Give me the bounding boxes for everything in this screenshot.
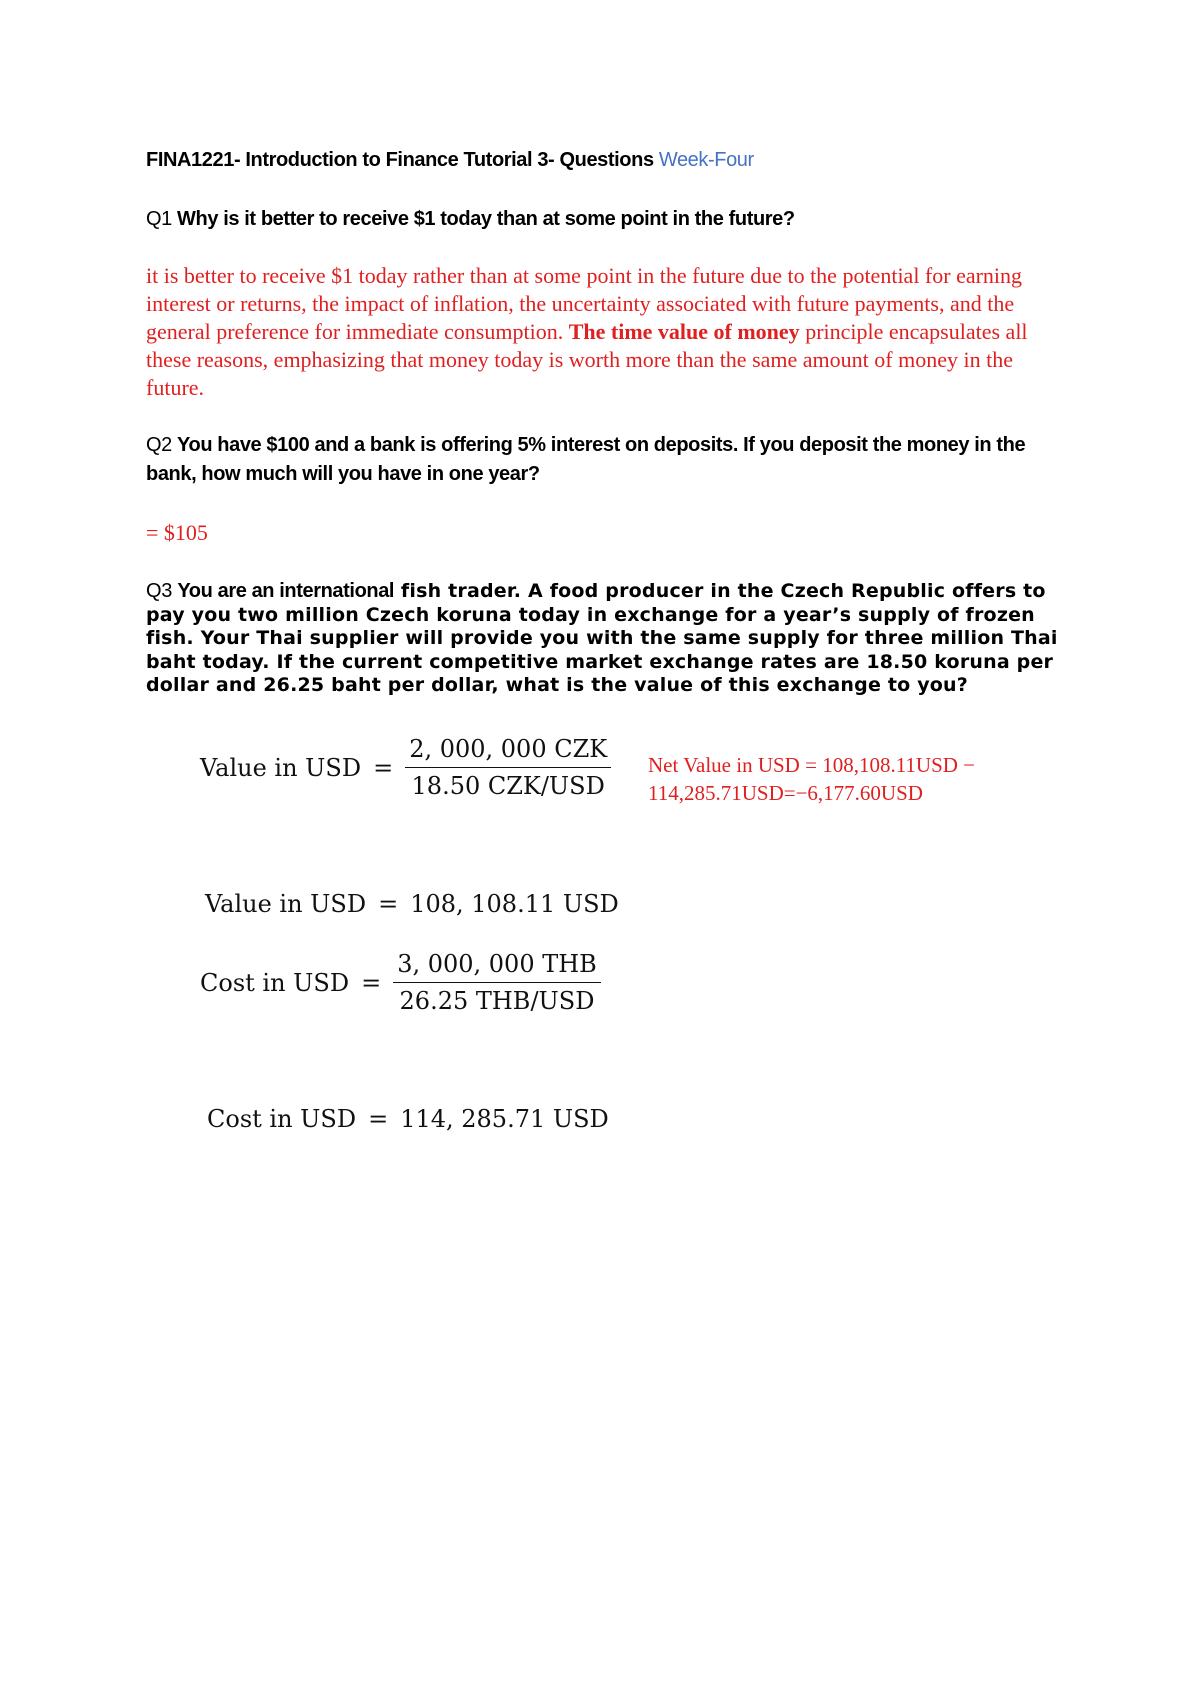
equation-3-equals: =	[361, 968, 382, 997]
equation-1-equals: =	[373, 753, 394, 782]
question-2-label: Q2	[146, 434, 178, 456]
equation-3-numerator: 3, 000, 000 THB	[393, 950, 601, 983]
equation-3-fraction	[393, 950, 601, 1015]
answer-1-part2: principle encapsulates all these reasons, emphasizing that money today is worth more than the same amount of money in the future.	[146, 319, 1028, 400]
question-2-text: You have $100 and a bank is offering 5% interest on deposits. If you deposit the money in the bank, how much will you have in one year?	[146, 434, 1026, 485]
equation-1-fraction	[405, 735, 611, 800]
answer-1-part1: it is better to receive $1 today rather than at some point in the future due to the potential for earning interest or returns, the impact of inflation, the uncertainty associated with future payments, and the general preference for immediate consumption.	[146, 263, 1023, 344]
equation-3-denominator: 26.25 THB/USD	[399, 987, 595, 1015]
equation-cost-in-usd-result	[207, 1105, 609, 1133]
question-3-text: fish trader. A food producer in the Czech Republic offers to pay you two million Czech koruna today in exchange for a year’s supply of frozen fish. Your Thai supplier will provide you with the same supply for three million Thai baht today. If the current competitive market exchange rates are 18.50 koruna per dollar and 26.25 baht per dollar, what is the value of this exchange to you?	[146, 580, 1058, 696]
equation-cost-in-usd-fraction	[200, 950, 601, 1015]
page-title	[146, 146, 1066, 175]
title-week: Week-Four	[658, 149, 754, 171]
question-1	[146, 205, 1066, 234]
net-value-result	[648, 751, 1068, 807]
question-3-label: Q3	[146, 580, 178, 602]
equation-value-in-usd-result	[205, 890, 619, 918]
equation-3-lhs: Cost in USD	[200, 968, 350, 997]
equation-4-equals: =	[368, 1105, 389, 1133]
equation-4-rhs: 114, 285.71 USD	[400, 1105, 609, 1133]
equation-value-in-usd-fraction	[200, 735, 611, 800]
answer-2-value: = $105	[146, 520, 208, 545]
equation-4-lhs: Cost in USD	[207, 1105, 357, 1133]
equation-2-rhs: 108, 108.11 USD	[410, 890, 619, 918]
title-main: FINA1221- Introduction to Finance Tutorial 3- Questions	[146, 149, 659, 171]
answer-2	[146, 519, 546, 547]
equation-1-numerator: 2, 000, 000 CZK	[405, 735, 611, 768]
question-3-bold-intro: You are an international	[177, 580, 395, 602]
question-2	[146, 431, 1066, 489]
equation-2-equals: =	[378, 890, 399, 918]
equation-1-denominator: 18.50 CZK/USD	[411, 772, 605, 800]
question-1-text: Why is it better to receive $1 today than at some point in the future?	[177, 208, 795, 230]
question-3	[146, 580, 1066, 698]
answer-1-bold: The time value of money	[568, 319, 800, 344]
net-value-text: Net Value in USD = 108,108.11USD − 114,285.71USD=−6,177.60USD	[648, 753, 976, 805]
equation-2-lhs: Value in USD	[205, 890, 367, 918]
answer-1	[146, 262, 1066, 402]
equation-1-lhs: Value in USD	[200, 753, 362, 782]
question-1-label: Q1	[146, 208, 178, 230]
